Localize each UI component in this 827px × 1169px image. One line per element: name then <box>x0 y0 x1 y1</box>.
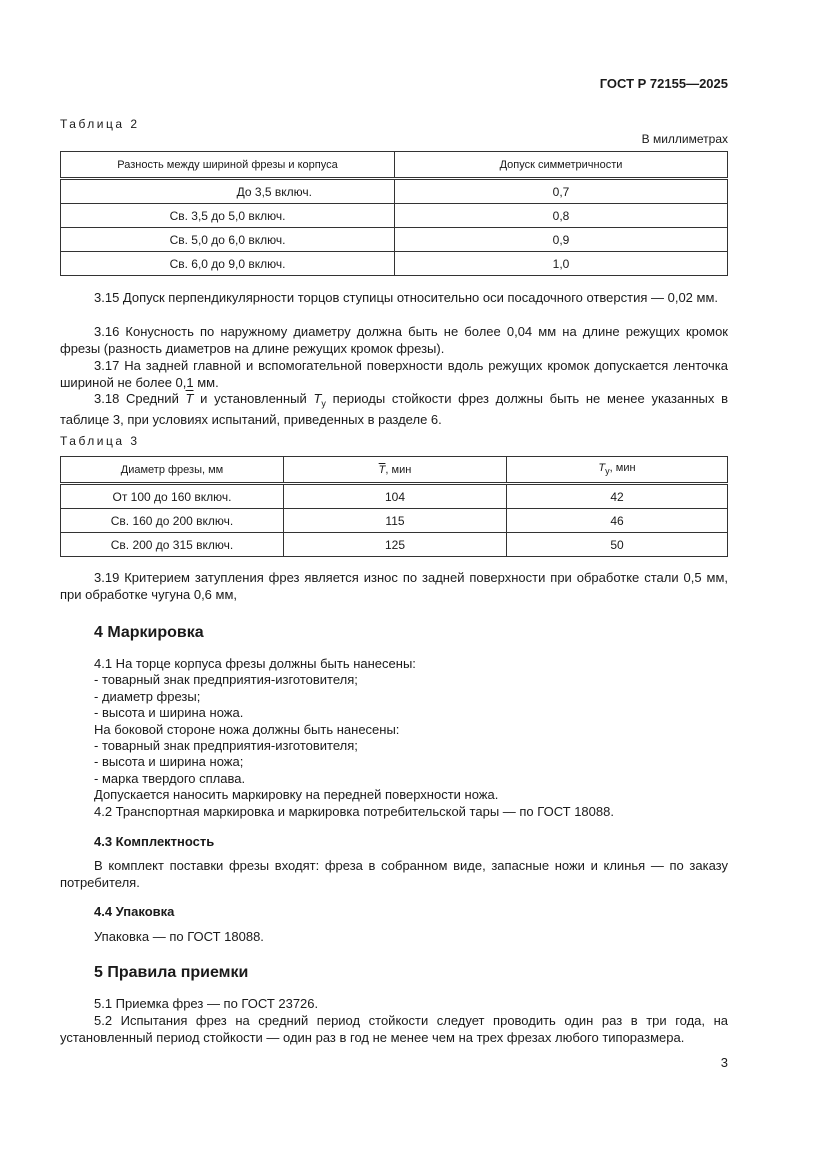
table-cell: Св. 5,0 до 6,0 включ. <box>61 228 395 252</box>
paragraph-4-3: В комплект поставки фрезы входят: фреза в собранном виде, запасные ножи и клинья — по заказу потребителя. <box>60 858 728 890</box>
table-row <box>61 228 728 252</box>
paragraph-5-1: 5.1 Приемка фрез — по ГОСТ 23726. <box>94 996 319 1011</box>
table-cell: Св. 6,0 до 9,0 включ. <box>61 252 395 276</box>
table-row <box>61 179 728 204</box>
table-cell: От 100 до 160 включ. <box>61 484 284 509</box>
table2-header-diff: Разность между шириной фрезы и корпуса <box>61 152 395 179</box>
paragraph-3-15: 3.15 Допуск перпендикулярности торцов ступицы относительно оси посадочного отверстия — 0,02 мм. <box>94 290 719 305</box>
list-item: - товарный знак предприятия-изготовителя; <box>94 738 358 754</box>
paragraph-4-4: Упаковка — по ГОСТ 18088. <box>94 929 264 944</box>
list-item: - товарный знак предприятия-изготовителя; <box>94 672 358 688</box>
table-cell: Св. 3,5 до 5,0 включ. <box>61 204 395 228</box>
table3-header-set-period: $T_у$, мин <box>507 457 728 484</box>
table3 <box>60 456 728 557</box>
section-4-title: 4 Маркировка <box>94 624 204 641</box>
section-4-1-block: 4.1 На торце корпуса фрезы должны быть нанесены: - товарный знак предприятия-изготовителя; - диаметр фрезы; - высота и ширина ножа. На боковой стороне ножа должны быть нанесены: - товарный знак предприятия-изготовителя; - высота и ширина ножа; - марка твердого сплава. Допускается наносить маркировку на передней поверхности ножа. 4.2 Транспортная маркировка и маркировка потребительской тары — по ГОСТ 18088. <box>94 656 614 819</box>
table3-header-mean-period: $\overline{T}$, мин <box>284 457 507 484</box>
table-cell: До 3,5 включ. <box>61 179 395 204</box>
list-item: - марка твердого сплава. <box>94 770 246 786</box>
table-cell: 0,9 <box>395 228 728 252</box>
table-cell: 0,8 <box>395 204 728 228</box>
table-cell: 104 <box>284 484 507 509</box>
paragraph-4-2: 4.2 Транспортная маркировка и маркировка потребительской тары — по ГОСТ 18088. <box>94 803 614 819</box>
mean-period-symbol: $\overline{T}$ <box>185 391 194 406</box>
section-4-4-title: 4.4 Упаковка <box>94 904 175 919</box>
table-row <box>61 252 728 276</box>
section-4-3-title: 4.3 Комплектность <box>94 834 215 849</box>
table-cell: 115 <box>284 509 507 533</box>
table-row <box>61 509 728 533</box>
page-number: 3 <box>720 1055 728 1070</box>
table3-header-diameter: Диаметр фрезы, мм <box>61 457 284 484</box>
document-code: ГОСТ Р 72155—2025 <box>599 76 728 91</box>
paragraph-3-17: 3.17 На задней главной и вспомогательной поверхности вдоль режущих кромок допускается ленточка шириной не более 0,1 мм. <box>60 358 728 390</box>
table-cell: 0,7 <box>395 179 728 204</box>
paragraph-3-16: 3.16 Конусность по наружному диаметру должна быть не более 0,04 мм на длине режущих кромок фрезы (разность диаметров на длине режущих кромок фрезы). <box>60 324 728 356</box>
section-5-title: 5 Правила приемки <box>94 964 249 981</box>
table2-header-tolerance: Допуск симметричности <box>395 152 728 179</box>
table-row <box>61 533 728 557</box>
paragraph-5-2: 5.2 Испытания фрез на средний период стойкости следует проводить один раз в три года, на установленный период стойкости — один раз в год не менее чем на трех фрезах любого типоразмера. <box>60 1013 728 1045</box>
table-cell: Св. 200 до 315 включ. <box>61 533 284 557</box>
table-cell: 42 <box>507 484 728 509</box>
table-cell: 50 <box>507 533 728 557</box>
table-cell: 1,0 <box>395 252 728 276</box>
table2-units: В миллиметрах <box>641 132 728 146</box>
list-item: - высота и ширина ножа. <box>94 705 244 721</box>
table-cell: Св. 160 до 200 включ. <box>61 509 284 533</box>
table-row <box>61 204 728 228</box>
list-item: - диаметр фрезы; <box>94 688 201 704</box>
table-cell: 46 <box>507 509 728 533</box>
table2 <box>60 151 728 276</box>
paragraph-3-18: 3.18 Средний $\overline{T}$ и установленный $T_у$ периоды стойкости фрез должны быть не менее указанных в таблице 3, при условиях испытаний, приведенных в разделе 6. <box>60 391 728 428</box>
table2-caption: Таблица 2 <box>60 117 140 131</box>
table-row <box>61 484 728 509</box>
paragraph-3-19: 3.19 Критерием затупления фрез является износ по задней поверхности при обработке стали 0,5 мм, при обработке чугуна 0,6 мм, <box>60 570 728 602</box>
table-cell: 125 <box>284 533 507 557</box>
table3-caption: Таблица 3 <box>60 434 140 448</box>
list-item: - высота и ширина ножа; <box>94 754 244 770</box>
set-period-symbol: T <box>313 391 322 406</box>
